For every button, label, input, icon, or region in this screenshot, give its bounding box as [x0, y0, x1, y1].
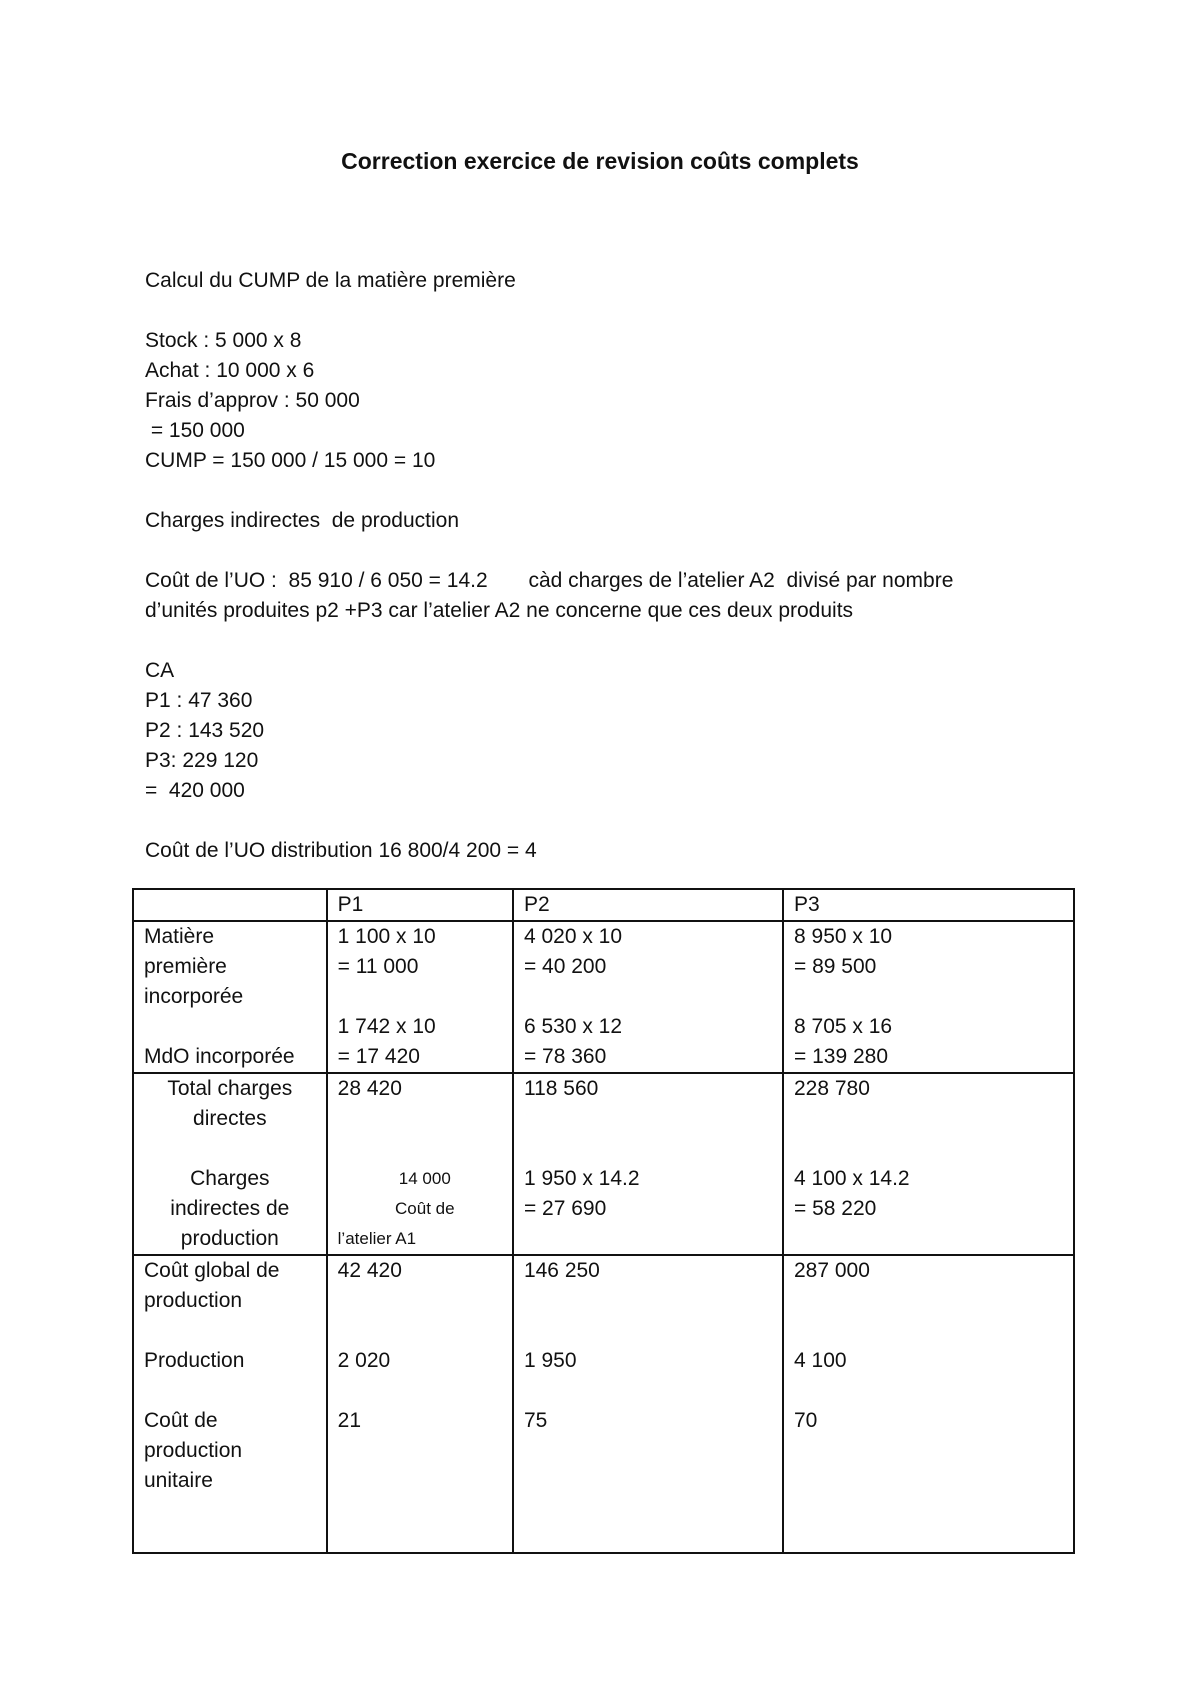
- cump-line-achat: Achat : 10 000 x 6: [145, 359, 315, 382]
- p2-mdo-result: = 78 360: [523, 1045, 607, 1068]
- p1-cell-global: [327, 1255, 513, 1553]
- p3-mdo-calc: 8 705 x 16: [794, 1015, 893, 1038]
- ca-line-p1: P1 : 47 360: [145, 689, 253, 712]
- cump-heading: Calcul du CUMP de la matière première: [145, 269, 516, 292]
- p2-mdo-calc: 6 530 x 12: [523, 1015, 623, 1038]
- label-unit-3: unitaire: [144, 1469, 213, 1492]
- p3-cout-unitaire: 70: [794, 1409, 818, 1432]
- p2-matiere-calc: 4 020 x 10: [523, 925, 623, 948]
- indirect-heading: Charges indirectes de production: [145, 509, 460, 532]
- p3-cout-global: 287 000: [794, 1259, 870, 1282]
- p3-cell-direct: [783, 921, 1074, 1073]
- table-header-row: [133, 889, 1074, 921]
- label-cell-direct: [133, 921, 327, 1073]
- distribution-line: Coût de l’UO distribution 16 800/4 200 = 4: [145, 839, 537, 862]
- label-matiere-3: incorporée: [144, 985, 244, 1008]
- p1-cout-global: 42 420: [337, 1259, 402, 1282]
- p1-indirect-note-2: l’atelier A1: [337, 1229, 417, 1248]
- p1-matiere-result: = 11 000: [337, 955, 419, 978]
- p3-indirect-calc: 4 100 x 14.2: [794, 1167, 910, 1190]
- p1-total-directes: 28 420: [337, 1077, 402, 1100]
- p1-indirect-note-1: Coût de: [395, 1199, 455, 1218]
- p1-cell-direct: [327, 921, 513, 1073]
- header-p3: P3: [783, 889, 1074, 921]
- p1-mdo-result: = 17 420: [337, 1045, 420, 1068]
- page-title: Correction exercice de revision coûts complets: [341, 148, 859, 174]
- p1-cell-totals: [327, 1073, 513, 1255]
- label-total-2: directes: [193, 1107, 267, 1130]
- p3-production: 4 100: [794, 1349, 847, 1372]
- cump-line-frais: Frais d’approv : 50 000: [145, 389, 360, 412]
- cump-line-result: CUMP = 150 000 / 15 000 = 10: [145, 449, 436, 472]
- p3-cell-totals: [783, 1073, 1074, 1255]
- intro-text: [145, 266, 1145, 866]
- p2-cell-totals: [513, 1073, 783, 1255]
- p2-cell-direct: [513, 921, 783, 1073]
- p1-mdo-calc: 1 742 x 10: [337, 1015, 436, 1038]
- table-row-totals: [133, 1073, 1074, 1255]
- p2-matiere-result: = 40 200: [523, 955, 607, 978]
- p2-indirect-result: = 27 690: [523, 1197, 607, 1220]
- p1-production: 2 020: [337, 1349, 391, 1372]
- p2-total-directes: 118 560: [523, 1077, 599, 1100]
- p2-indirect-calc: 1 950 x 14.2: [523, 1167, 640, 1190]
- cost-table: [132, 888, 1075, 1554]
- ca-heading: CA: [145, 659, 175, 682]
- table-row-direct-costs: [133, 921, 1074, 1073]
- label-global-2: production: [144, 1289, 243, 1312]
- label-production: Production: [144, 1349, 245, 1372]
- p2-cout-unitaire: 75: [523, 1409, 548, 1432]
- label-mdo: MdO incorporée: [144, 1045, 295, 1068]
- label-global-1: Coût global de: [144, 1259, 280, 1282]
- p3-indirect-result: = 58 220: [794, 1197, 877, 1220]
- p2-cout-global: 146 250: [523, 1259, 600, 1282]
- p1-matiere-calc: 1 100 x 10: [337, 925, 436, 948]
- header-p2: P2: [513, 889, 783, 921]
- p3-mdo-result: = 139 280: [794, 1045, 889, 1068]
- uo-line-1: Coût de l’UO : 85 910 / 6 050 = 14.2 càd charges de l’atelier A2 divisé par nombre: [145, 569, 954, 592]
- label-total-1: Total charges: [167, 1077, 293, 1100]
- label-indirect-3: production: [180, 1227, 279, 1250]
- label-indirect-1: Charges: [190, 1167, 270, 1190]
- cump-line-total: = 150 000: [145, 419, 245, 442]
- p3-matiere-calc: 8 950 x 10: [794, 925, 893, 948]
- label-matiere-2: première: [144, 955, 227, 978]
- label-indirect-2: indirectes de: [170, 1197, 290, 1220]
- p2-production: 1 950: [523, 1349, 577, 1372]
- label-cell-global: [133, 1255, 327, 1553]
- p1-indirect-amount: 14 000: [398, 1169, 451, 1188]
- header-p1: P1: [327, 889, 513, 921]
- label-matiere-1: Matière: [144, 925, 215, 948]
- header-empty: [133, 889, 327, 921]
- ca-line-p2: P2 : 143 520: [145, 719, 265, 742]
- p1-cout-unitaire: 21: [337, 1409, 361, 1432]
- label-unit-1: Coût de: [144, 1409, 218, 1432]
- label-cell-totals: [133, 1073, 327, 1255]
- ca-line-p3: P3: 229 120: [145, 749, 259, 772]
- label-unit-2: production: [144, 1439, 243, 1462]
- p2-cell-global: [513, 1255, 783, 1553]
- ca-line-total: = 420 000: [145, 779, 245, 802]
- table-row-global: [133, 1255, 1074, 1553]
- cump-line-stock: Stock : 5 000 x 8: [145, 329, 302, 352]
- p3-total-directes: 228 780: [794, 1077, 870, 1100]
- uo-line-2: d’unités produites p2 +P3 car l’atelier A2 ne concerne que ces deux produits: [145, 599, 854, 622]
- p3-cell-global: [783, 1255, 1074, 1553]
- p3-matiere-result: = 89 500: [794, 955, 877, 978]
